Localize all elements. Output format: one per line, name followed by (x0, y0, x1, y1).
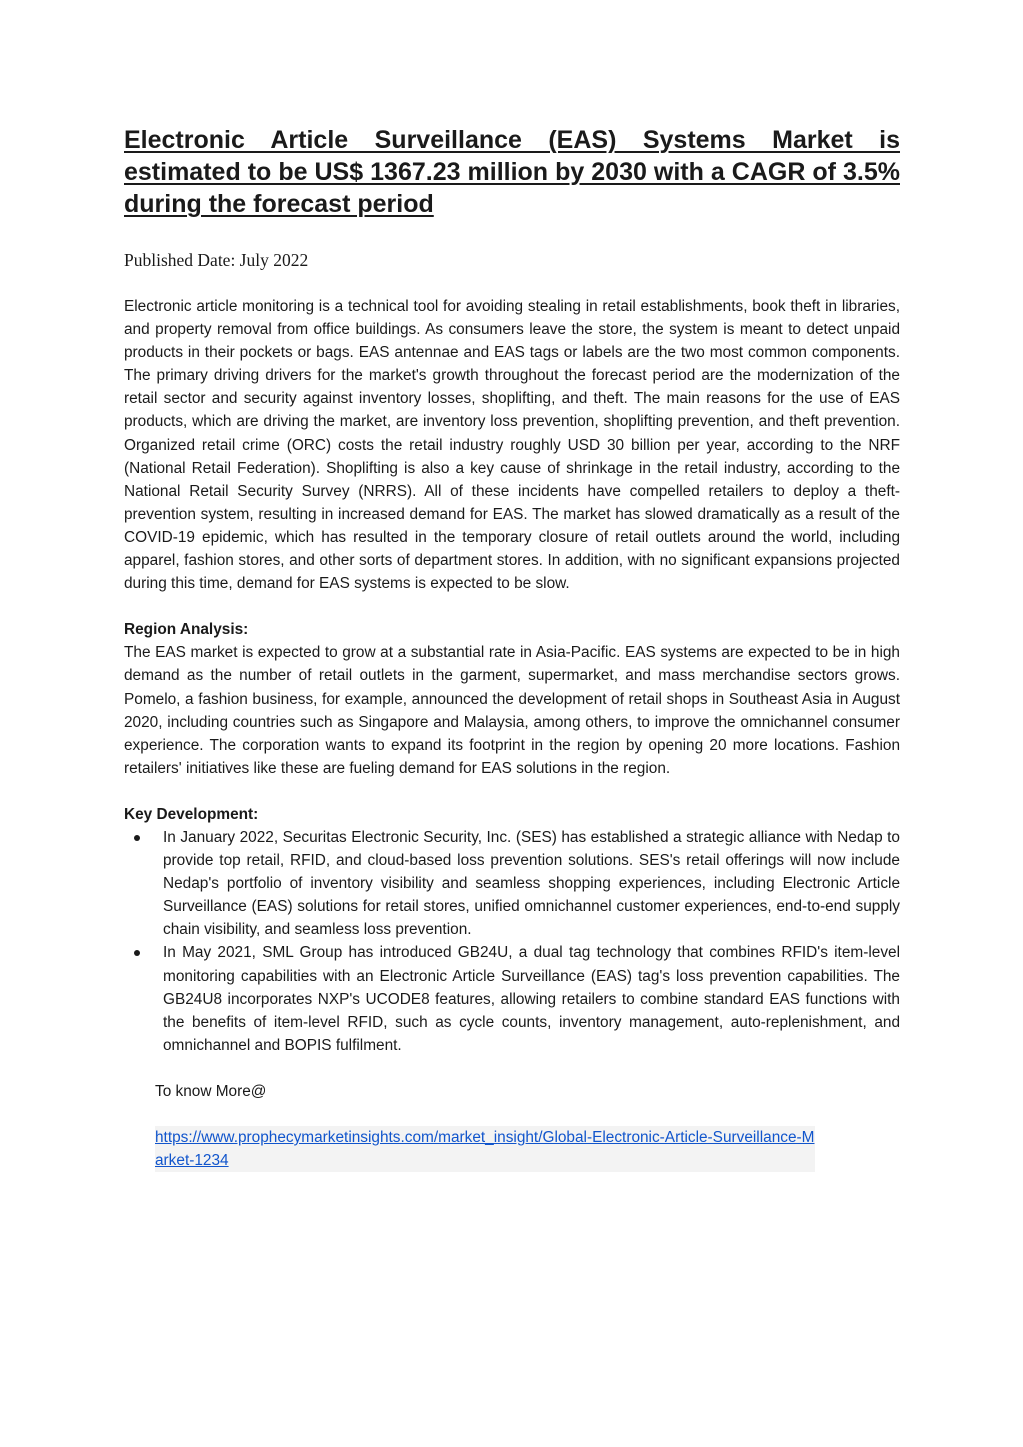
bullet-icon (134, 835, 140, 841)
know-more-label: To know More@ (155, 1082, 267, 1100)
list-item-text: In May 2021, SML Group has introduced GB24U, a dual tag technology that combines RFID's item-level monitoring capabilities with an Electronic Article Surveillance (EAS) tag's loss prevention capabilities. The GB24U8 incorporates NXP's UCODE8 features, allowing retailers to combine standard EAS functions with the benefits of item-level RFID, such as cycle counts, inventory management, auto-replenishment, and omnichannel and BOPIS fulfilment. (163, 944, 900, 1054)
document-title: Electronic Article Surveillance (EAS) Systems Market is estimated to be US$ 1367.23 million by 2030 with a CAGR of 3.5% during the forecast period (124, 126, 900, 218)
list-item (124, 826, 900, 941)
region-analysis-paragraph: The EAS market is expected to grow at a substantial rate in Asia-Pacific. EAS systems are expected to be in high demand as the number of retail outlets in the garment, supermarket, and mass merchandise sectors grows. Pomelo, a fashion business, for example, announced the development of retail shops in Southeast Asia in August 2020, including countries such as Singapore and Malaysia, among others, to improve the omnichannel consumer experience. The corporation wants to expand its footprint in the region by opening 20 more locations. Fashion retailers' initiatives like these are fueling demand for EAS solutions in the region. (124, 644, 900, 777)
key-development-list (124, 826, 900, 1057)
region-analysis-heading: Region Analysis: (124, 621, 249, 639)
report-link[interactable]: https://www.prophecymarketinsights.com/market_insight/Global-Electronic-Article-Surveillance-Market-1234 (155, 1126, 815, 1172)
list-item (124, 941, 900, 1056)
intro-paragraph: Electronic article monitoring is a technical tool for avoiding stealing in retail establishments, book theft in libraries, and property removal from office buildings. As consumers leave the store, the system is meant to detect unpaid products in their pockets or bags. EAS antennae and EAS tags or labels are the two most common components. The primary driving drivers for the market's growth throughout the forecast period are the modernization of the retail sector and security against inventory losses, shoplifting, and theft. The main reasons for the use of EAS products, which are driving the market, are inventory loss prevention, shoplifting prevention, and theft prevention. Organized retail crime (ORC) costs the retail industry roughly USD 30 billion per year, according to the NRF (National Retail Federation). Shoplifting is also a key cause of shrinkage in the retail industry, according to the National Retail Security Survey (NRRS). All of these incidents have compelled retailers to deploy a theft-prevention system, resulting in increased demand for EAS. The market has slowed dramatically as a result of the COVID-19 epidemic, which has resulted in the temporary closure of retail outlets around the world, including apparel, fashion stores, and other sorts of department stores. In addition, with no significant expansions projected during this time, demand for EAS systems is expected to be slow. (124, 298, 900, 593)
document-page (124, 124, 900, 1172)
list-item-text: In January 2022, Securitas Electronic Security, Inc. (SES) has established a strategic alliance with Nedap to provide top retail, RFID, and cloud-based loss prevention solutions. SES's retail offerings will now include Nedap's portfolio of inventory visibility and seamless shopping experiences, including Electronic Article Surveillance (EAS) solutions for retail stores, unified omnichannel customer experiences, end-to-end supply chain visibility, and seamless loss prevention. (163, 828, 900, 939)
bullet-icon (134, 950, 140, 956)
key-development-heading: Key Development: (124, 805, 259, 823)
published-date: Published Date: July 2022 (124, 250, 309, 270)
